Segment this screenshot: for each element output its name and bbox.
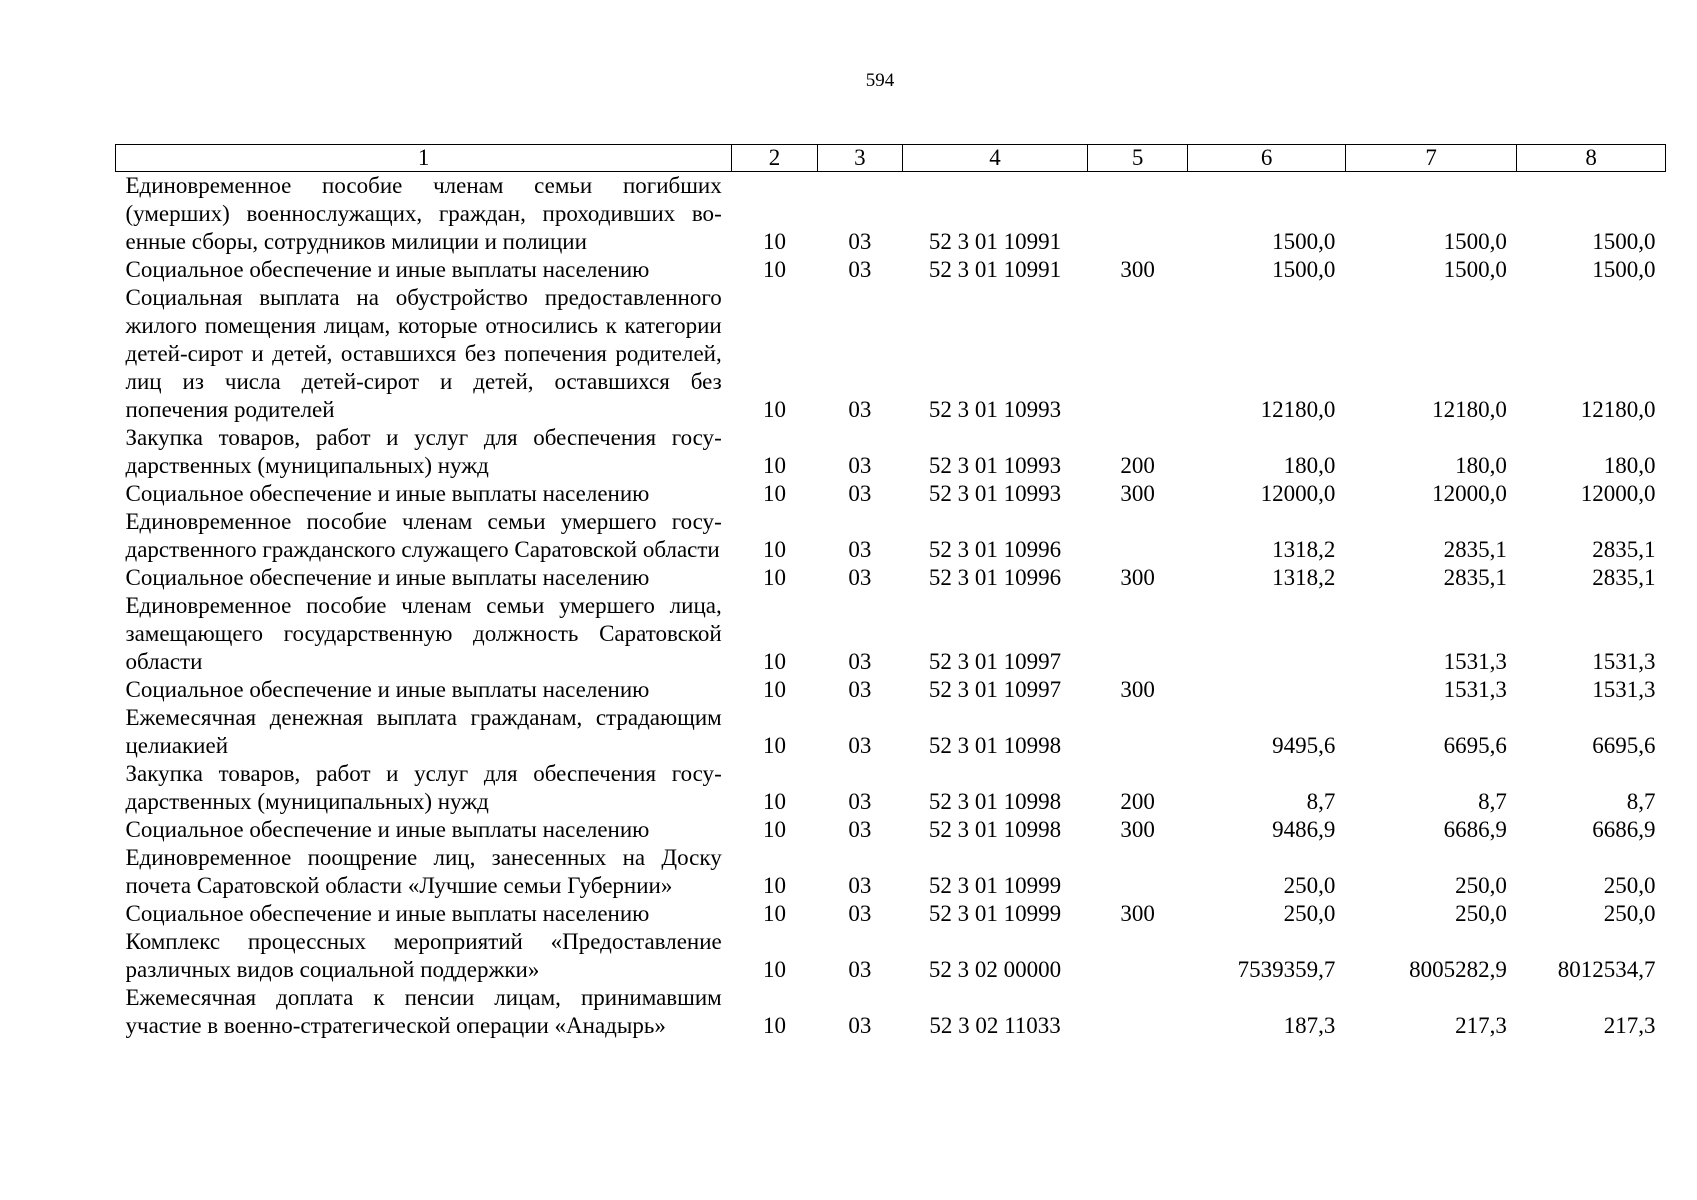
amount-year-1-cell (1188, 592, 1346, 676)
amount-year-2-cell: 2835,1 (1443, 537, 1507, 562)
amount-year-2-cell: 1531,3 (1443, 649, 1507, 674)
amount-year-1-cell: 187,3 (1283, 1013, 1336, 1038)
target-article-code-cell: 52 3 01 10998 (928, 817, 1062, 842)
subsection-code-cell: 03 (848, 565, 872, 590)
item-name-cell: Социальное обеспечение и иные выплаты населению (125, 257, 650, 282)
section-code-cell: 10 (762, 397, 786, 422)
expense-type-code-cell: 300 (1120, 481, 1155, 506)
section-code-cell: 10 (762, 677, 786, 702)
expense-type-code-cell: 300 (1120, 565, 1155, 590)
item-name-cell: Единовременное пособие членам семьи умершего лица, замещающего государственную должность Саратовской области (125, 593, 722, 674)
table-row (116, 508, 1666, 564)
amount-year-3-cell: 6695,6 (1592, 733, 1656, 758)
amount-year-3-cell: 217,3 (1603, 1013, 1656, 1038)
expense-type-code-cell: 300 (1120, 677, 1155, 702)
amount-year-3-cell: 1531,3 (1592, 649, 1656, 674)
subsection-code-cell: 03 (848, 957, 872, 982)
section-code-cell: 10 (762, 481, 786, 506)
target-article-code-cell: 52 3 02 11033 (929, 1013, 1061, 1038)
amount-year-2-cell: 180,0 (1455, 453, 1507, 478)
target-article-code-cell: 52 3 02 00000 (928, 957, 1062, 982)
amount-year-2-cell: 6695,6 (1443, 733, 1507, 758)
expense-type-code-cell: 300 (1120, 817, 1155, 842)
subsection-code-cell: 03 (848, 1013, 872, 1038)
table-row (116, 564, 1666, 592)
section-code-cell: 10 (762, 229, 786, 254)
expense-type-code-cell: 300 (1120, 257, 1155, 282)
column-header-7: 7 (1345, 145, 1516, 172)
table-row (116, 760, 1666, 816)
section-code-cell: 10 (762, 789, 786, 814)
item-name-cell: Закупка товаров, работ и услуг для обеспечения государственных (муниципальных) нужд (125, 761, 722, 814)
table-row (116, 284, 1666, 424)
item-name-cell: Социальное обеспечение и иные выплаты населению (125, 565, 650, 590)
amount-year-1-cell: 1318,2 (1272, 565, 1336, 590)
amount-year-1-cell (1188, 676, 1346, 704)
amount-year-3-cell: 1500,0 (1592, 229, 1656, 254)
expense-type-code-cell (1087, 984, 1187, 1040)
expense-type-code-cell (1087, 508, 1187, 564)
section-code-cell: 10 (762, 733, 786, 758)
amount-year-2-cell: 6686,9 (1443, 817, 1507, 842)
section-code-cell: 10 (762, 901, 786, 926)
item-name-cell: Социальное обеспечение и иные выплаты населению (125, 901, 650, 926)
amount-year-2-cell: 8,7 (1478, 789, 1507, 814)
subsection-code-cell: 03 (848, 229, 872, 254)
item-name-cell: Единовременное поощрение лиц, занесенных на Доску почета Саратовской области «Лучшие семьи Губернии» (125, 845, 722, 898)
target-article-code-cell: 52 3 01 10998 (928, 733, 1062, 758)
amount-year-2-cell: 8005282,9 (1409, 957, 1507, 982)
amount-year-3-cell: 6686,9 (1592, 817, 1656, 842)
amount-year-2-cell: 250,0 (1455, 901, 1507, 926)
target-article-code-cell: 52 3 01 10998 (928, 789, 1062, 814)
expense-type-code-cell (1087, 928, 1187, 984)
amount-year-3-cell: 2835,1 (1592, 565, 1656, 590)
section-code-cell: 10 (762, 649, 786, 674)
item-name-cell: Социальная выплата на обустройство предоставленного жилого помещения лицам, которые относились к категории детей-сирот и детей, оставшихся без попечения родителей, лиц из числа детей-сирот и детей, оставшихся без попечения родителей (125, 285, 722, 422)
section-code-cell: 10 (762, 873, 786, 898)
amount-year-1-cell: 8,7 (1306, 789, 1336, 814)
amount-year-2-cell: 1531,3 (1443, 677, 1507, 702)
target-article-code-cell: 52 3 01 10991 (928, 229, 1062, 254)
subsection-code-cell: 03 (848, 789, 872, 814)
table-row (116, 984, 1666, 1040)
amount-year-2-cell: 2835,1 (1443, 565, 1507, 590)
column-header-6: 6 (1188, 145, 1346, 172)
section-code-cell: 10 (762, 565, 786, 590)
item-name-cell: Социальное обеспечение и иные выплаты населению (125, 677, 650, 702)
amount-year-1-cell: 9486,9 (1272, 817, 1336, 842)
amount-year-2-cell: 12000,0 (1432, 481, 1507, 506)
item-name-cell: Ежемесячная денежная выплата гражданам, страдающим целиакией (125, 705, 722, 758)
amount-year-2-cell: 1500,0 (1443, 229, 1507, 254)
target-article-code-cell: 52 3 01 10997 (928, 677, 1062, 702)
target-article-code-cell: 52 3 01 10996 (928, 537, 1062, 562)
table-row (116, 172, 1666, 257)
subsection-code-cell: 03 (848, 677, 872, 702)
amount-year-2-cell: 1500,0 (1443, 257, 1507, 282)
amount-year-3-cell: 1531,3 (1592, 677, 1656, 702)
amount-year-3-cell: 1500,0 (1592, 257, 1656, 282)
amount-year-1-cell: 1318,2 (1272, 537, 1336, 562)
subsection-code-cell: 03 (848, 257, 872, 282)
subsection-code-cell: 03 (848, 873, 872, 898)
amount-year-2-cell: 250,0 (1455, 873, 1507, 898)
amount-year-1-cell: 1500,0 (1272, 257, 1336, 282)
amount-year-1-cell: 250,0 (1283, 873, 1336, 898)
subsection-code-cell: 03 (848, 733, 872, 758)
target-article-code-cell: 52 3 01 10999 (928, 901, 1062, 926)
table-row (116, 256, 1666, 284)
column-header-1: 1 (116, 145, 732, 172)
expense-type-code-cell (1087, 704, 1187, 760)
item-name-cell: Социальное обеспечение и иные выплаты населению (125, 817, 650, 842)
expense-type-code-cell (1087, 284, 1187, 424)
amount-year-3-cell: 8,7 (1626, 789, 1656, 814)
amount-year-3-cell: 2835,1 (1592, 537, 1656, 562)
table-row (116, 816, 1666, 844)
budget-table-wrapper (115, 144, 1666, 1040)
column-header-3: 3 (817, 145, 902, 172)
section-code-cell: 10 (762, 537, 786, 562)
expense-type-code-cell (1087, 592, 1187, 676)
table-row (116, 900, 1666, 928)
section-code-cell: 10 (762, 257, 786, 282)
subsection-code-cell: 03 (848, 397, 872, 422)
subsection-code-cell: 03 (848, 453, 872, 478)
target-article-code-cell: 52 3 01 10993 (928, 453, 1062, 478)
target-article-code-cell: 52 3 01 10991 (928, 257, 1062, 282)
amount-year-2-cell: 12180,0 (1432, 397, 1507, 422)
page-number: 594 (865, 70, 895, 91)
expense-type-code-cell (1087, 172, 1187, 257)
target-article-code-cell: 52 3 01 10993 (928, 397, 1062, 422)
subsection-code-cell: 03 (848, 537, 872, 562)
amount-year-1-cell: 1500,0 (1272, 229, 1336, 254)
expense-type-code-cell: 300 (1120, 901, 1155, 926)
amount-year-3-cell: 12000,0 (1580, 481, 1656, 506)
section-code-cell: 10 (762, 957, 786, 982)
amount-year-1-cell: 7539359,7 (1237, 957, 1336, 982)
item-name-cell: Единовременное пособие членам семьи погибших (умерших) военнослужащих, граждан, проходивших военные сборы, сотрудников милиции и полиции (125, 173, 722, 254)
column-header-4: 4 (903, 145, 1088, 172)
item-name-cell: Ежемесячная доплата к пенсии лицам, принимавшим участие в военно-стратегической операции «Анадырь» (125, 985, 722, 1038)
amount-year-1-cell: 250,0 (1283, 901, 1336, 926)
item-name-cell: Социальное обеспечение и иные выплаты населению (125, 481, 650, 506)
table-row (116, 844, 1666, 900)
amount-year-1-cell: 12180,0 (1260, 397, 1336, 422)
expense-type-code-cell: 200 (1120, 453, 1155, 478)
item-name-cell: Единовременное пособие членам семьи умершего государственного гражданского служащего Саратовской области (125, 509, 722, 562)
table-row (116, 424, 1666, 480)
column-number-header-row (116, 145, 1666, 172)
subsection-code-cell: 03 (848, 649, 872, 674)
subsection-code-cell: 03 (848, 817, 872, 842)
amount-year-1-cell: 180,0 (1283, 453, 1336, 478)
section-code-cell: 10 (762, 1013, 786, 1038)
table-row (116, 480, 1666, 508)
target-article-code-cell: 52 3 01 10997 (928, 649, 1062, 674)
section-code-cell: 10 (762, 817, 786, 842)
amount-year-3-cell: 250,0 (1603, 901, 1656, 926)
subsection-code-cell: 03 (848, 901, 872, 926)
amount-year-3-cell: 8012534,7 (1557, 957, 1656, 982)
item-name-cell: Комплекс процессных мероприятий «Предоставление различных видов социальной поддержки» (125, 929, 722, 982)
target-article-code-cell: 52 3 01 10999 (928, 873, 1062, 898)
column-header-2: 2 (732, 145, 817, 172)
amount-year-3-cell: 250,0 (1603, 873, 1656, 898)
target-article-code-cell: 52 3 01 10993 (928, 481, 1062, 506)
item-name-cell: Закупка товаров, работ и услуг для обеспечения государственных (муниципальных) нужд (125, 425, 722, 478)
target-article-code-cell: 52 3 01 10996 (928, 565, 1062, 590)
budget-table (115, 144, 1666, 1040)
table-row (116, 592, 1666, 676)
table-row (116, 676, 1666, 704)
expense-type-code-cell: 200 (1120, 789, 1155, 814)
subsection-code-cell: 03 (848, 481, 872, 506)
table-row (116, 928, 1666, 984)
amount-year-2-cell: 217,3 (1455, 1013, 1507, 1038)
amount-year-3-cell: 12180,0 (1580, 397, 1656, 422)
amount-year-3-cell: 180,0 (1603, 453, 1656, 478)
amount-year-1-cell: 12000,0 (1260, 481, 1336, 506)
amount-year-1-cell: 9495,6 (1272, 733, 1336, 758)
column-header-8: 8 (1517, 145, 1666, 172)
table-row (116, 704, 1666, 760)
section-code-cell: 10 (762, 453, 786, 478)
column-header-5: 5 (1087, 145, 1187, 172)
expense-type-code-cell (1087, 844, 1187, 900)
table-body (116, 172, 1666, 1041)
